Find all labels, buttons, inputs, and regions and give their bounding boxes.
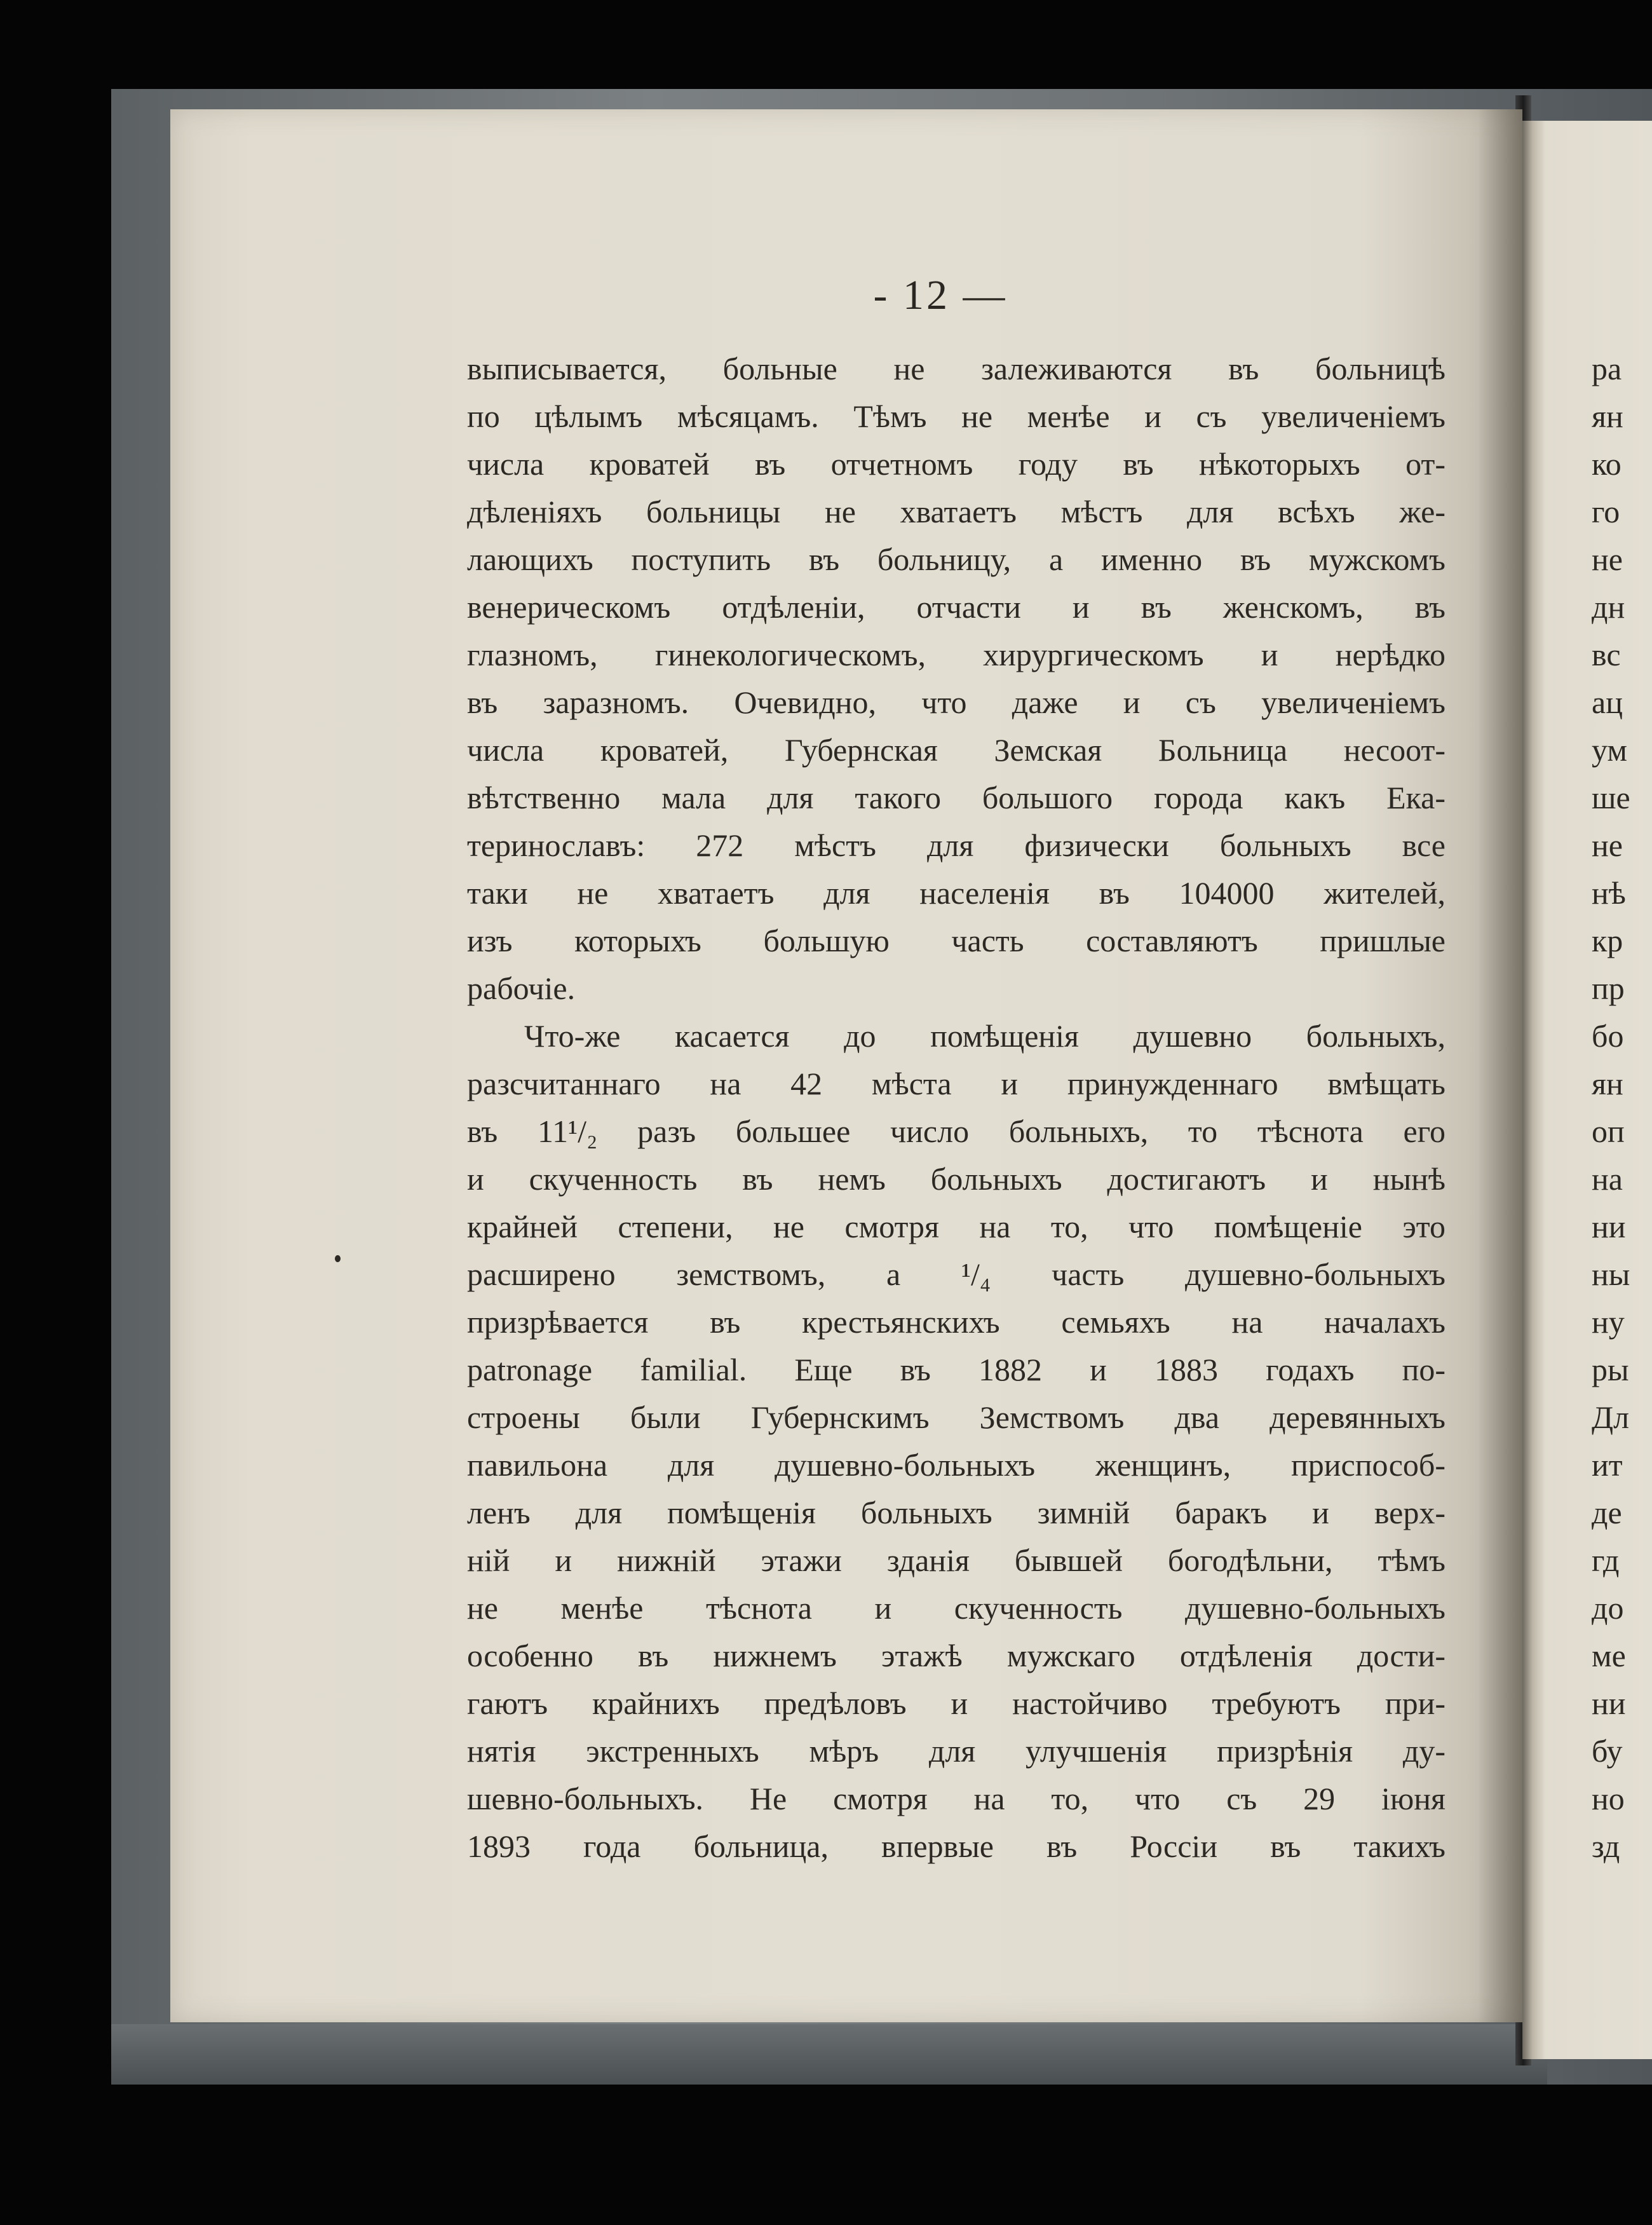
right-page-text-fragment: ум xyxy=(1592,732,1627,768)
text-line: не менѣе тѣснота и скученность душевно-больныхъ xyxy=(467,1590,1446,1626)
paragraph-start-line: Что-же касается до помѣщенія душевно больныхъ, xyxy=(524,1018,1446,1054)
right-page-text-fragment: бо xyxy=(1592,1018,1624,1054)
right-page-text-fragment: гд xyxy=(1592,1542,1620,1578)
right-page-text-fragment: не xyxy=(1592,827,1623,863)
right-page-text-fragment: де xyxy=(1592,1495,1622,1530)
text-line: ній и нижній этажи зданія бывшей богодѣльни, тѣмъ xyxy=(467,1542,1446,1578)
text-line: дѣленіяхъ больницы не хватаетъ мѣстъ для всѣхъ же- xyxy=(467,494,1446,529)
right-page-text-fragment: го xyxy=(1592,494,1620,529)
right-page-text-fragment: вс xyxy=(1592,637,1621,672)
right-page-text-fragment: не xyxy=(1592,541,1623,577)
cover-bottom-edge xyxy=(111,2024,1547,2085)
right-page-text-fragment: на xyxy=(1592,1161,1623,1197)
text-line: расширено земствомъ, а ¹/₄ часть душевно-больныхъ xyxy=(467,1256,1446,1292)
text-line: таки не хватаетъ для населенія въ 104000 жителей, xyxy=(467,875,1446,911)
text-line: изъ которыхъ большую часть составляютъ пришлые xyxy=(467,923,1446,958)
right-page-text-fragment: ян xyxy=(1592,1066,1623,1101)
text-line: вѣтственно мала для такого большого города какъ Ека- xyxy=(467,780,1446,815)
text-line: крайней степени, не смотря на то, что помѣщеніе это xyxy=(467,1209,1446,1244)
right-page-text-fragment: ни xyxy=(1592,1685,1626,1721)
text-line: лающихъ поступить въ больницу, а именно въ мужскомъ xyxy=(467,541,1446,577)
text-line: строены были Губернскимъ Земствомъ два деревянныхъ xyxy=(467,1399,1446,1435)
text-line: венерическомъ отдѣленіи, отчасти и въ женскомъ, въ xyxy=(467,589,1446,625)
text-line: выписывается, больные не залеживаются въ больницѣ xyxy=(467,351,1446,386)
text-line: нятія экстренныхъ мѣръ для улучшенія призрѣнія ду- xyxy=(467,1733,1446,1769)
right-page-text-fragment: ит xyxy=(1592,1447,1623,1483)
text-line: призрѣвается въ крестьянскихъ семьяхъ на началахъ xyxy=(467,1304,1446,1340)
right-page-text-fragment: Дл xyxy=(1592,1399,1630,1435)
right-page-text-fragment: ны xyxy=(1592,1256,1630,1292)
text-line: ленъ для помѣщенія больныхъ зимній баракъ и верх- xyxy=(467,1495,1446,1530)
page-number: - 12 — xyxy=(873,272,1008,318)
right-page-text-fragment: ра xyxy=(1592,351,1622,386)
text-line: теринославъ: 272 мѣстъ для физически больныхъ все xyxy=(467,827,1446,863)
right-page-text-fragment: ко xyxy=(1592,446,1622,482)
text-line: глазномъ, гинекологическомъ, хирургическомъ и нерѣдко xyxy=(467,637,1446,672)
right-page-text-fragment: ме xyxy=(1592,1638,1626,1673)
text-line: 1893 года больница, впервые въ Россіи въ такихъ xyxy=(467,1828,1446,1864)
text-line: и скученность въ немъ больныхъ достигаютъ и нынѣ xyxy=(467,1161,1446,1197)
text-line: числа кроватей, Губернская Земская Больница несоот- xyxy=(467,732,1446,768)
right-page-text-fragment: ян xyxy=(1592,398,1623,434)
ink-speck xyxy=(335,1255,341,1262)
right-page-text-fragment: но xyxy=(1592,1781,1625,1816)
text-line: въ 11¹/₂ разъ большее число больныхъ, то тѣснота его xyxy=(467,1113,1446,1149)
right-page-text-fragment: до xyxy=(1592,1590,1624,1626)
page-gutter-shadow xyxy=(1478,109,1522,2022)
right-page-text-fragment: пр xyxy=(1592,970,1625,1006)
right-page-text-fragment: дн xyxy=(1592,589,1625,625)
right-page-text-fragment: оп xyxy=(1592,1113,1625,1149)
text-line: числа кроватей въ отчетномъ году въ нѣкоторыхъ от- xyxy=(467,446,1446,482)
right-page-text-fragment: ше xyxy=(1592,780,1630,815)
text-line: рабочіе. xyxy=(467,970,576,1006)
right-page-text-fragment: ни xyxy=(1592,1209,1626,1244)
right-page-text-fragment: ну xyxy=(1592,1304,1625,1340)
text-line: шевно-больныхъ. Не смотря на то, что съ 29 іюня xyxy=(467,1781,1446,1816)
text-line: разсчитаннаго на 42 мѣста и принужденнаго вмѣщать xyxy=(467,1066,1446,1101)
right-page-text-fragment: ры xyxy=(1592,1352,1629,1387)
right-page-text-fragment: бу xyxy=(1592,1733,1623,1769)
text-line: особенно въ нижнемъ этажѣ мужскаго отдѣленія дости- xyxy=(467,1638,1446,1673)
text-line: по цѣлымъ мѣсяцамъ. Тѣмъ не менѣе и съ увеличеніемъ xyxy=(467,398,1446,434)
text-line: patronage familial. Еще въ 1882 и 1883 годахъ по- xyxy=(467,1352,1446,1387)
right-page-text-fragment: зд xyxy=(1592,1828,1620,1864)
text-line: павильона для душевно-больныхъ женщинъ, приспособ- xyxy=(467,1447,1446,1483)
right-page-text-fragment: ац xyxy=(1592,684,1623,720)
text-line: въ заразномъ. Очевидно, что даже и съ увеличеніемъ xyxy=(467,684,1446,720)
right-page-text-fragment: нѣ xyxy=(1592,875,1626,911)
text-line: гаютъ крайнихъ предѣловъ и настойчиво требуютъ при- xyxy=(467,1685,1446,1721)
right-page-text-fragment: кр xyxy=(1592,923,1623,958)
